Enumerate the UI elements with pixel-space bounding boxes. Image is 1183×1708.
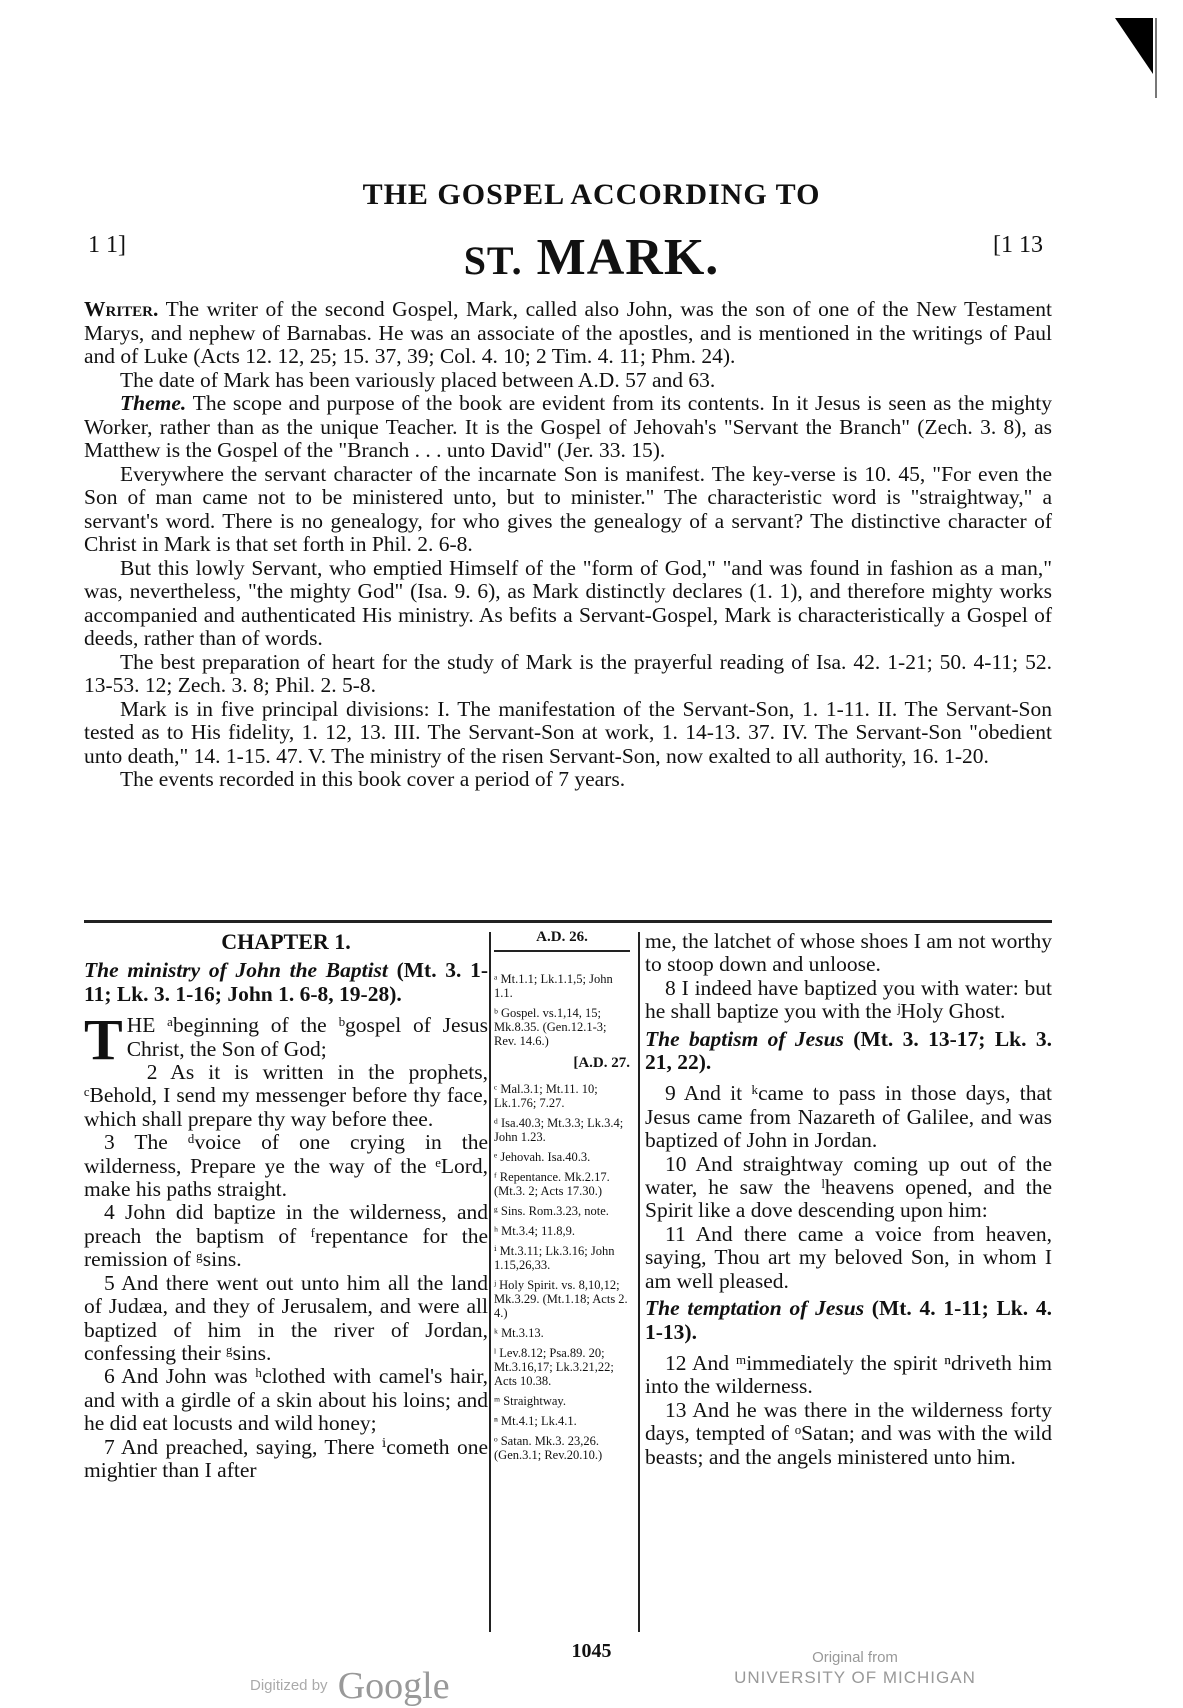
verse [84, 1007, 488, 1073]
verse: 10 And straightway coming up out of the water, he saw the ˡheavens opened, and the Spirit like a dove descending upon him: [645, 1151, 1052, 1223]
date-marker: [A.D. 27. [573, 1055, 630, 1071]
intro-paragraph [84, 651, 1052, 698]
column-divider-left [489, 932, 491, 1632]
intro-text: The scope and purpose of the book are evident from its contents. In it Jesus is seen as the mighty Worker, rather than as the unique Teacher. It is the Gospel of Jehovah's "Servant the Branch" (Zech. 3. 8), as Matthew is the Gospel of the "Branch . . . unto David" (Jer. 33. 15). [84, 391, 1052, 462]
intro-paragraph [84, 463, 1052, 557]
verse: 3 The ᵈvoice of one crying in the wilderness, Prepare ye the way of the ᵉLord, make his paths straight. [84, 1130, 488, 1202]
title-name: MARK. [536, 229, 720, 286]
verse: 12 And ᵐimmediately the spirit ⁿdriveth him into the wilderness. [645, 1350, 1052, 1399]
drop-cap: T [84, 1007, 123, 1073]
reference-note: ⁿ Mt.4.1; Lk.4.1. [494, 1414, 577, 1428]
verse: 7 And preached, saying, There ⁱcometh one mightier than I after [84, 1434, 488, 1482]
reference-note: ᵒ Satan. Mk.3. 23,26. (Gen.3.1; Rev.20.10.) [494, 1434, 603, 1462]
verse: 6 And John was ʰclothed with camel's hair, and with a girdle of a skin about his loins; and he did eat locusts and wild honey; [84, 1364, 488, 1436]
date-heading: A.D. 26. [494, 930, 630, 952]
section-divider [84, 920, 1052, 923]
reference-note: ᵉ Jehovah. Isa.40.3. [494, 1150, 591, 1164]
reference-note: ʲ Holy Spirit. vs. 8,10,12; Mk.3.29. (Mt.1.18; Acts 2. 4.) [494, 1278, 628, 1320]
introduction [84, 298, 1052, 792]
verse: 8 I indeed have baptized you with water: but he shall baptize you with the ʲHoly Ghost. [645, 975, 1052, 1024]
section-title: The ministry of John the Baptist [84, 958, 388, 983]
intro-paragraph [84, 369, 1052, 393]
corner-fold-mark [1115, 18, 1153, 74]
reference-note: ʰ Mt.3.4; 11.8,9. [494, 1224, 575, 1238]
page-edge-line [1155, 18, 1157, 98]
original-from-text: Original from [812, 1649, 898, 1666]
reference-note: ᶜ Mal.3.1; Mt.11. 10; Lk.1.76; 7.27. [494, 1082, 598, 1110]
title-st: ST. [463, 238, 523, 283]
intro-label: Theme. [120, 391, 187, 415]
intro-paragraph [84, 298, 1052, 369]
intro-paragraph [84, 557, 1052, 651]
intro-label: Writer. [84, 297, 159, 321]
chapter-ref-left: 1 1] [88, 232, 126, 258]
intro-paragraph [84, 392, 1052, 463]
section-heading [645, 1297, 1052, 1344]
verse: 5 And there went out unto him all the land of Judæa, and they of Jerusalem, and were all baptized of him in the river of Jordan, confessing their ᵍsins. [84, 1270, 488, 1365]
page-number: 1045 [571, 1640, 612, 1662]
verse-text: HE ᵃbeginning of the ᵇgospel of Jesus Christ, the Son of God; [126, 1013, 488, 1061]
verse: 9 And it ᵏcame to pass in those days, that Jesus came from Nazareth of Galilee, and was baptized of John in Jordan. [645, 1081, 1052, 1153]
intro-text: The date of Mark has been variously placed between A.D. 57 and 63. [120, 367, 716, 392]
reference-note: ᵇ Gospel. vs.1,14, 15; Mk.8.35. (Gen.12.1-3; Rev. 14.6.) [494, 1006, 607, 1048]
chapter-ref-right: [1 13 [993, 232, 1043, 258]
university-text: UNIVERSITY OF MICHIGAN [734, 1668, 976, 1687]
reference-note: ˡ Lev.8.12; Psa.89. 20; Mt.3.16,17; Lk.3.21,22; Acts 10.38. [494, 1346, 614, 1388]
origin-watermark [720, 1648, 990, 1688]
section-heading [84, 959, 488, 1006]
intro-text: But this lowly Servant, who emptied Himself of the "form of God," "and was found in fashion as a man," was, nevertheless, "the mighty God" (Isa. 9. 6), as Mark distinctly declares (1. 1), and therefore mighty works accompanied and authenticated His ministry. As befits a Servant-Gospel, Mark is characteristically a Gospel of deeds, rather than of words. [84, 555, 1052, 650]
google-logo: Google [337, 1665, 450, 1707]
left-column [84, 930, 488, 1482]
verse: 13 And he was there in the wilderness forty days, tempted of ᵒSatan; and was with the wild beasts; and the angels ministered unto him. [645, 1397, 1052, 1469]
section-refs: (Mt. 3. 13-17; Lk. 3. 21, 22). [645, 1026, 1052, 1075]
verse: me, the latchet of whose shoes I am not worthy to stoop down and unloose. [645, 929, 1052, 977]
section-title: The temptation of Jesus [645, 1296, 865, 1321]
intro-text: Everywhere the servant character of the incarnate Son is manifest. The key-verse is 10. 45, "For even the Son of man came not to be ministered unto, but to minister." The characteristic word is "straightway," a servant's word. There is no genealogy, for who gives the genealogy of a servant? The distinctive character of Christ in Mark is that set forth in Phil. 2. 6-8. [84, 461, 1052, 556]
reference-note: ᵃ Mt.1.1; Lk.1.1,5; John 1.1. [494, 972, 613, 1000]
section-heading [645, 1028, 1052, 1075]
reference-note: ⁱ Mt.3.11; Lk.3.16; John 1.15,26,33. [494, 1244, 615, 1272]
reference-note: ᵐ Straightway. [494, 1394, 566, 1408]
intro-paragraph [84, 698, 1052, 769]
column-divider-right [638, 932, 640, 1632]
reference-note: ᶠ Repentance. Mk.2.17. (Mt.3. 2; Acts 17.30.) [494, 1170, 610, 1198]
intro-text: The events recorded in this book cover a period of 7 years. [120, 767, 626, 791]
intro-paragraph [84, 768, 1052, 792]
reference-note: ᵈ Isa.40.3; Mt.3.3; Lk.3.4; John 1.23. [494, 1116, 624, 1144]
verse: 2 As it is written in the prophets, ᶜBehold, I send my messenger before thy face, which shall prepare thy way before thee. [84, 1060, 488, 1131]
digitized-watermark [250, 1664, 450, 1708]
section-refs: (Mt. 4. 1-11; Lk. 4. 1-13). [645, 1296, 1052, 1344]
reference-column [494, 930, 630, 1468]
section-refs: (Mt. 3. 1-11; Lk. 3. 1-16; John 1. 6-8, 19-28). [84, 958, 489, 1006]
right-column [645, 930, 1052, 1469]
section-title: The baptism of Jesus [645, 1026, 844, 1051]
intro-text: Mark is in five principal divisions: I. The manifestation of the Servant-Son, 1. 1-11. II. The Servant-Son tested as to His fidelity, 1. 12, 13. III. The Servant-Son at work, 1. 14-13. 37. IV. The Servant-Son "obedient unto death," 14. 1-15. 47. V. The ministry of the risen Servant-Son, now exalted to all authority, 16. 1-20. [84, 696, 1052, 768]
intro-text: The best preparation of heart for the study of Mark is the prayerful reading of Isa. 42. 1-21; 50. 4-11; 52. 13-53. 12; Zech. 3. 8; Phil. 2. 5-8. [84, 649, 1052, 697]
verse: 4 John did baptize in the wilderness, and preach the baptism of ᶠrepentance for the remission of ᵍsins. [84, 1200, 488, 1272]
verse: 11 And there came a voice from heaven, saying, Thou art my beloved Son, in whom I am well pleased. [645, 1221, 1052, 1293]
chapter-heading: CHAPTER 1. [221, 929, 351, 954]
digitized-by-text: Digitized by [250, 1676, 328, 1694]
book-heading: THE GOSPEL ACCORDING TO [362, 178, 821, 211]
reference-note: ᵏ Mt.3.13. [494, 1326, 544, 1340]
reference-note: ᵍ Sins. Rom.3.23, note. [494, 1204, 609, 1218]
intro-text: The writer of the second Gospel, Mark, called also John, was the son of one of the New Testament Marys, and nephew of Barnabas. He was an associate of the apostles, and is mentioned in the writings of Paul and of Luke (Acts 12. 12, 25; 15. 37, 39; Col. 4. 10; 2 Tim. 4. 11; Phm. 24). [84, 297, 1052, 368]
